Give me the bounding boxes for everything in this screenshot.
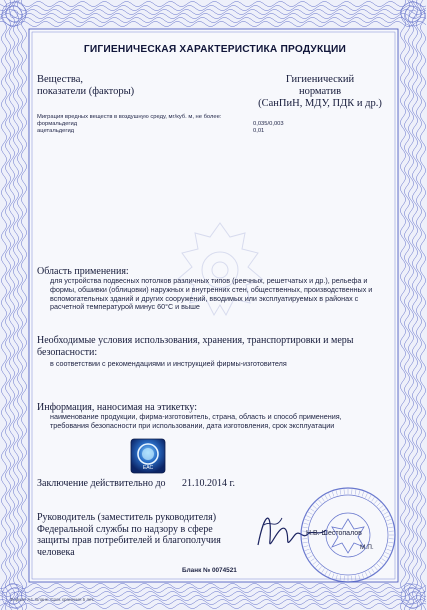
substance-name-acetaldehyde: ацетальдегид [37, 128, 75, 134]
blank-number: Бланк № 0074521 [182, 567, 237, 574]
norm-header-line-2: норматив [298, 86, 342, 97]
label-info-label: Информация, наносимая на этикетку: [37, 402, 197, 413]
hologram-icon [130, 438, 166, 474]
mp-label: М.П. [360, 544, 374, 551]
conditions-label: Необходимые условия использования, хранения, транспортировки и меры безопасности: [37, 335, 354, 358]
hologram-sticker [130, 438, 166, 474]
footer-note: Формат А4. Бланк. Срок хранения 5 лет. [10, 597, 95, 602]
signatory-name: Н.В. Шестопалов [306, 530, 362, 537]
norm-header-line-1: Гигиенический [285, 74, 355, 85]
hologram-label: EAC [142, 465, 154, 471]
application-label: Область применения: [37, 266, 129, 277]
substances-header-line-1: Вещества, [37, 74, 84, 85]
substances-header [37, 74, 134, 98]
substances-intro: Миграция вредных веществ в воздушную среду, мг/куб. м, не более: [37, 114, 222, 120]
conclusion-date: 21.10.2014 г. [182, 478, 235, 489]
application-text: для устройства подвесных потолков различных типов (реечных, решетчатых и др.), рельефа и формы, обшивки (облицовки) наружных и внутренних стен, общественных, производственных и вспомогательных зданий и других сооружений, вводимых или эксплуатируемых в районах с расчетной температурой минус 60°С и выше [50, 276, 373, 312]
norm-header [240, 74, 400, 110]
norm-header-line-3: (СанПиН, МДУ, ПДК и др.) [258, 98, 382, 109]
substances-header-line-2: показатели (факторы) [37, 86, 135, 97]
substance-name-formaldehyde: формальдегид [37, 121, 78, 127]
substance-value-formaldehyde: 0,035/0,003 [253, 121, 284, 127]
signatory-position: Руководитель (заместитель руководителя) Федеральной службы по надзору в сфере защиты прав потребителей и благополучия человека [37, 512, 221, 558]
substance-value-acetaldehyde: 0,01 [253, 128, 265, 134]
document-page [30, 30, 400, 585]
conclusion-label: Заключение действительно до [37, 478, 166, 489]
label-info-text: наименование продукции, фирма-изготовитель, страна, область и способ применения, требования безопасности при использовании, дата изготовления, срок эксплуатации [50, 412, 342, 430]
document-title: ГИГИЕНИЧЕСКАЯ ХАРАКТЕРИСТИКА ПРОДУКЦИИ [83, 44, 347, 55]
conditions-text: в соответствии с рекомендациями и инструкцией фирмы-изготовителя [50, 359, 287, 368]
